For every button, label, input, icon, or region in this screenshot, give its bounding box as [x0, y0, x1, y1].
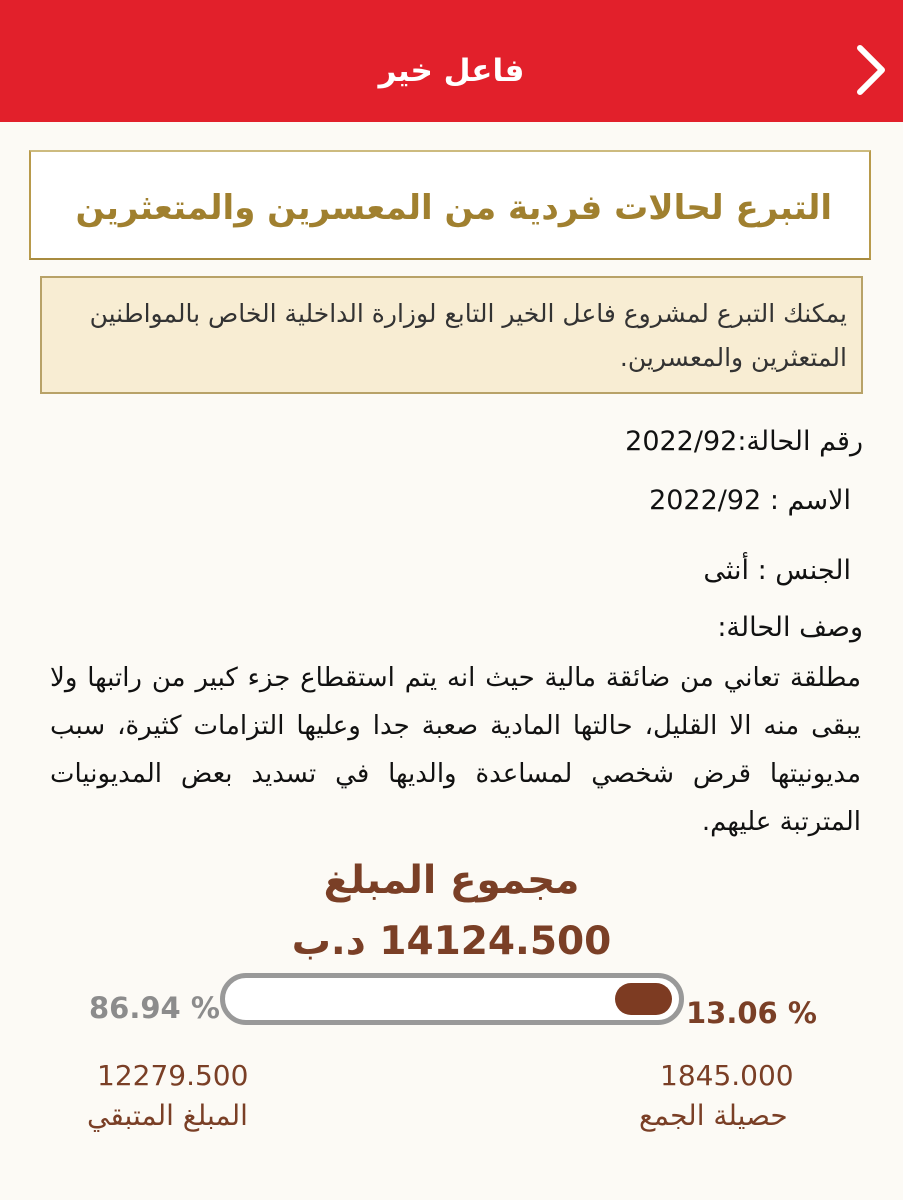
collected-percent: 13.06 % — [686, 996, 817, 1030]
donation-progress-bar — [220, 973, 684, 1025]
back-button[interactable] — [844, 38, 898, 102]
remaining-amount: 12279.500 — [97, 1059, 249, 1092]
app-header — [0, 0, 903, 122]
case-name: الاسم : 2022/92 — [649, 485, 851, 516]
collected-label: حصيلة الجمع — [639, 1099, 788, 1132]
page-title: التبرع لحالات فردية من المعسرين والمتعثرين — [75, 188, 832, 228]
total-amount: 14124.500 د.ب — [291, 919, 612, 964]
case-gender: الجنس : أنثى — [703, 555, 851, 586]
donation-progress-fill — [615, 983, 672, 1015]
case-number: رقم الحالة:2022/92 — [625, 426, 863, 457]
case-description-label: وصف الحالة: — [717, 612, 863, 643]
total-label: مجموع المبلغ — [323, 858, 580, 903]
info-box — [40, 276, 863, 394]
collected-amount: 1845.000 — [660, 1059, 794, 1092]
header-title: فاعل خير — [378, 53, 525, 89]
remaining-percent: 86.94 % — [89, 991, 220, 1025]
remaining-label: المبلغ المتبقي — [87, 1099, 248, 1132]
page-title-box — [29, 150, 871, 260]
chevron-right-icon — [854, 44, 888, 96]
info-text: يمكنك التبرع لمشروع فاعل الخير التابع لوزارة الداخلية الخاص بالمواطنين المتعثرين والمعسرين. — [89, 299, 847, 372]
case-description: مطلقة تعاني من ضائقة مالية حيث انه يتم استقطاع جزء كبير من راتبها ولا يبقى منه الا القليل، حالتها المادية صعبة جدا وعليها التزامات كثيرة، سبب مديونيتها قرض شخصي لمساعدة والديها في تسديد بعض المديونيات المترتبة عليهم. — [50, 663, 861, 837]
